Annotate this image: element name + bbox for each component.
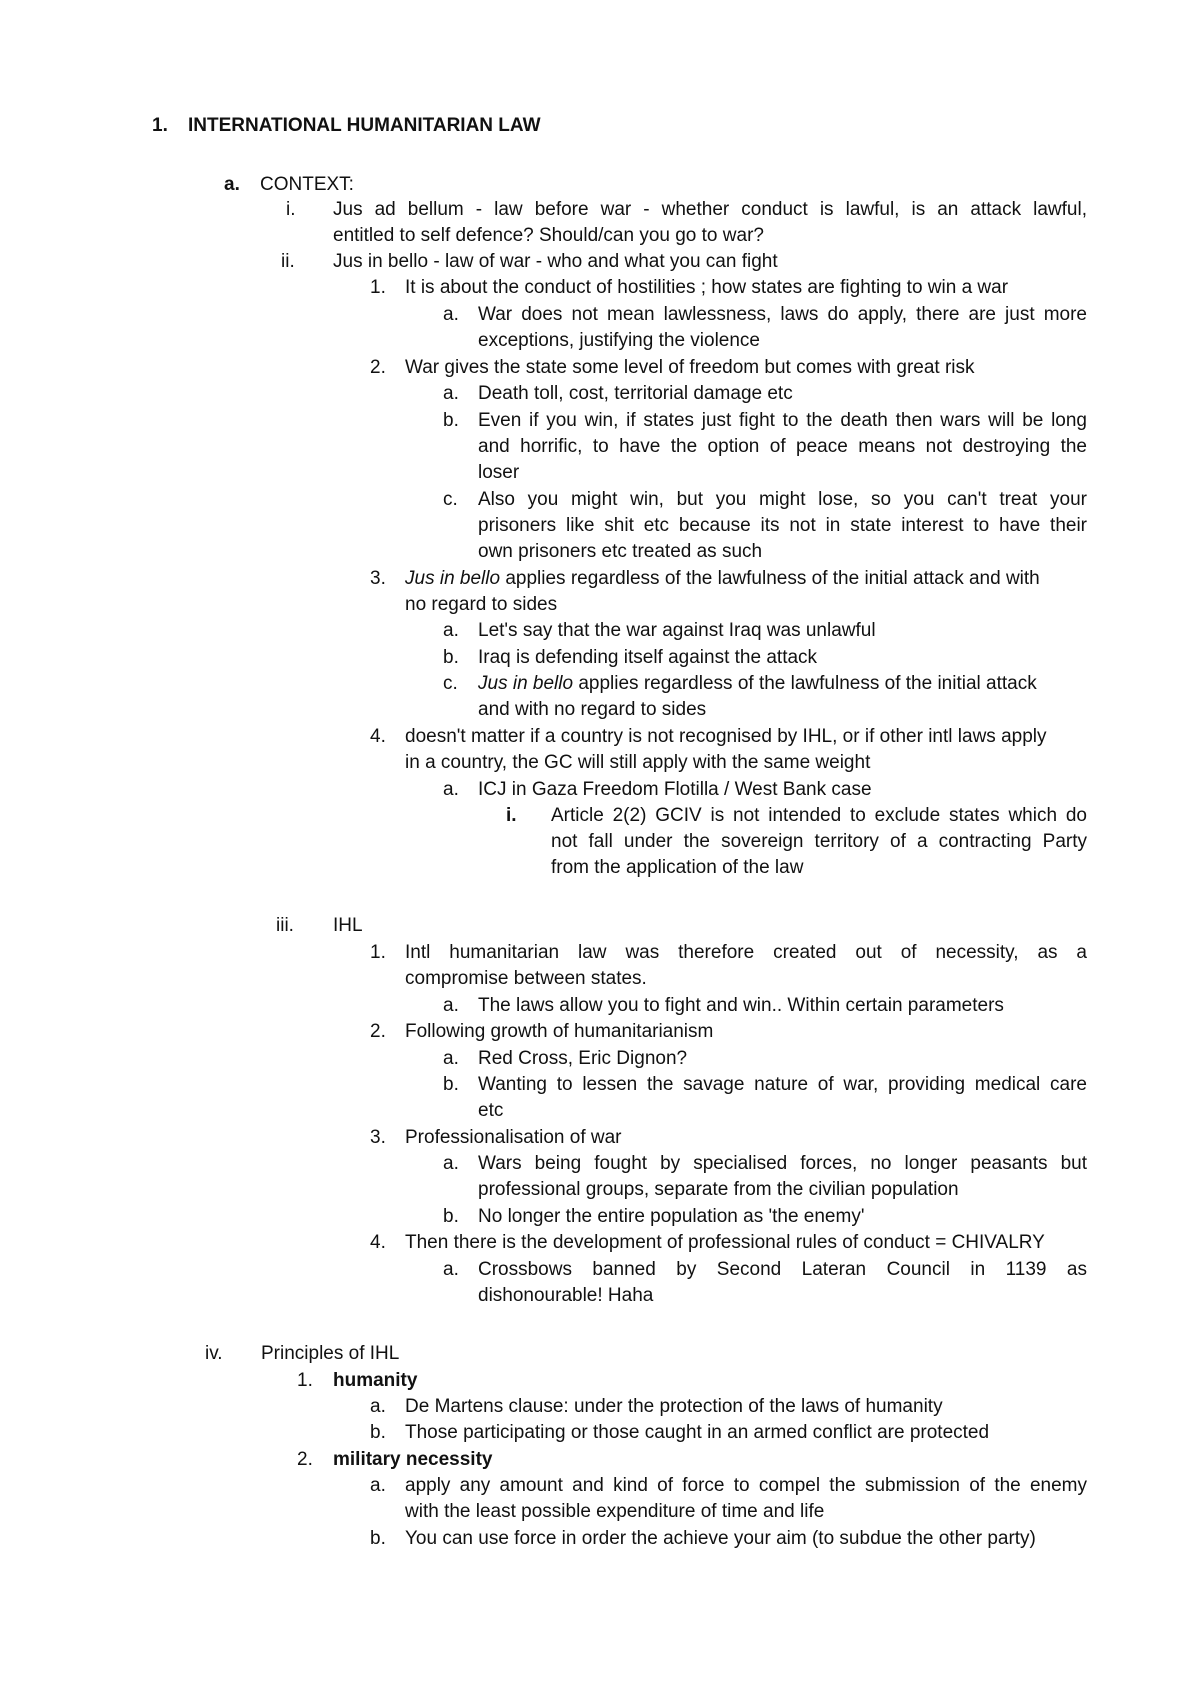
list-marker: 3. [370,568,386,589]
list-item-text: Iraq is defending itself against the attack [478,647,818,668]
list-item-text: exceptions, justifying the violence [478,330,760,351]
list-marker: iv. [205,1343,223,1364]
list-item-text: War does not mean lawlessness, laws do apply, there are just more [478,304,1087,325]
list-marker: b. [443,647,459,668]
italic-term: Jus in bello [405,568,501,589]
list-marker: 2. [370,357,386,378]
section-title: CONTEXT: [260,174,354,195]
list-item-text: no regard to sides [405,594,558,615]
list-marker: 1. [370,942,386,963]
principle-title: humanity [333,1370,418,1391]
list-item-text: applies regardless of the lawfulness of the initial attack [573,673,1037,694]
list-marker: b. [370,1422,386,1443]
list-item-text [405,566,1087,592]
list-marker: 1. [297,1370,313,1391]
list-item-text: Even if you win, if states just fight to the death then wars will be long [478,410,1087,431]
list-marker: a. [443,383,459,404]
list-item-text: Wars being fought by specialised forces, no longer peasants but [478,1153,1087,1174]
list-marker: b. [370,1528,386,1549]
list-item-text: prisoners like shit etc because its not in state interest to have their [478,515,1087,536]
list-item-text: Article 2(2) GCIV is not intended to exclude states which do [551,805,1087,826]
list-item-text: De Martens clause: under the protection of the laws of humanity [405,1396,943,1417]
list-marker: c. [443,673,458,694]
list-item-text: Jus ad bellum - law before war - whether conduct is lawful, is an attack lawful, [333,199,1087,220]
list-marker: 1. [370,277,386,298]
list-item-text: from the application of the law [551,857,804,878]
principle-title: military necessity [333,1449,493,1470]
list-marker: ii. [281,251,295,272]
list-item-text: Professionalisation of war [405,1127,622,1148]
list-item-text: Following growth of humanitarianism [405,1021,714,1042]
heading-number: 1. [152,115,168,136]
list-item-text: ICJ in Gaza Freedom Flotilla / West Bank case [478,779,872,800]
list-marker: i. [286,199,296,220]
list-marker: 2. [370,1021,386,1042]
list-item-text: Principles of IHL [261,1343,400,1364]
list-marker: a. [443,1259,459,1280]
list-item-text: and horrific, to have the option of peace means not destroying the [478,436,1087,457]
list-item-text: Red Cross, Eric Dignon? [478,1048,688,1069]
list-item-text: with the least possible expenditure of time and life [405,1501,825,1522]
list-item-text: Crossbows banned by Second Lateran Council in 1139 as [478,1259,1087,1280]
list-item-text: own prisoners etc treated as such [478,541,763,562]
list-marker: a. [443,995,459,1016]
list-item-text: entitled to self defence? Should/can you go to war? [333,225,764,246]
list-item-text: loser [478,462,520,483]
list-marker: 3. [370,1127,386,1148]
list-marker: a. [370,1475,386,1496]
list-item-text: IHL [333,915,363,936]
list-marker: b. [443,410,459,431]
list-item-text: doesn't matter if a country is not recognised by IHL, or if other intl laws apply [405,726,1047,747]
list-item-text: and with no regard to sides [478,699,707,720]
italic-term: Jus in bello [478,673,574,694]
list-marker: 4. [370,726,386,747]
list-marker: a. [443,779,459,800]
list-item-text: dishonourable! Haha [478,1285,654,1306]
list-item-text: No longer the entire population as 'the enemy' [478,1206,865,1227]
list-item-text [478,671,1037,697]
list-item-text: You can use force in order the achieve your aim (to subdue the other party) [405,1528,1036,1549]
list-marker: iii. [276,915,294,936]
list-marker: a. [443,304,459,325]
list-item-text: apply any amount and kind of force to compel the submission of the enemy [405,1475,1087,1496]
list-item-text: The laws allow you to fight and win.. Within certain parameters [478,995,1004,1016]
list-marker: a. [443,620,459,641]
list-marker: b. [443,1074,459,1095]
list-marker: 2. [297,1449,313,1470]
list-item-text: not fall under the sovereign territory of a contracting Party [551,831,1087,852]
list-item-text: Then there is the development of professional rules of conduct = CHIVALRY [405,1232,1045,1253]
list-item-text: compromise between states. [405,968,647,989]
list-marker: a. [443,1048,459,1069]
list-item-text: Wanting to lessen the savage nature of war, providing medical care [478,1074,1087,1095]
list-item-text: Intl humanitarian law was therefore created out of necessity, as a [405,942,1087,963]
list-marker: b. [443,1206,459,1227]
list-item-text: professional groups, separate from the civilian population [478,1179,959,1200]
list-marker: 4. [370,1232,386,1253]
list-item-text: in a country, the GC will still apply with the same weight [405,752,871,773]
list-item-text: It is about the conduct of hostilities ; how states are fighting to win a war [405,277,1009,298]
list-item-text: Also you might win, but you might lose, so you can't treat your [478,489,1087,510]
list-item-text: Jus in bello - law of war - who and what you can fight [333,251,778,272]
list-item-text: Those participating or those caught in an armed conflict are protected [405,1422,990,1443]
list-marker: a. [224,174,240,195]
list-marker: i. [506,805,517,826]
list-marker: a. [443,1153,459,1174]
list-marker: c. [443,489,458,510]
list-item-text: applies regardless of the lawfulness of the initial attack and with [500,568,1040,589]
list-item-text: etc [478,1100,504,1121]
list-item-text: Death toll, cost, territorial damage etc [478,383,793,404]
list-marker: a. [370,1396,386,1417]
list-item-text: War gives the state some level of freedom but comes with great risk [405,357,975,378]
heading-title: INTERNATIONAL HUMANITARIAN LAW [188,115,541,136]
list-item-text: Let's say that the war against Iraq was unlawful [478,620,876,641]
